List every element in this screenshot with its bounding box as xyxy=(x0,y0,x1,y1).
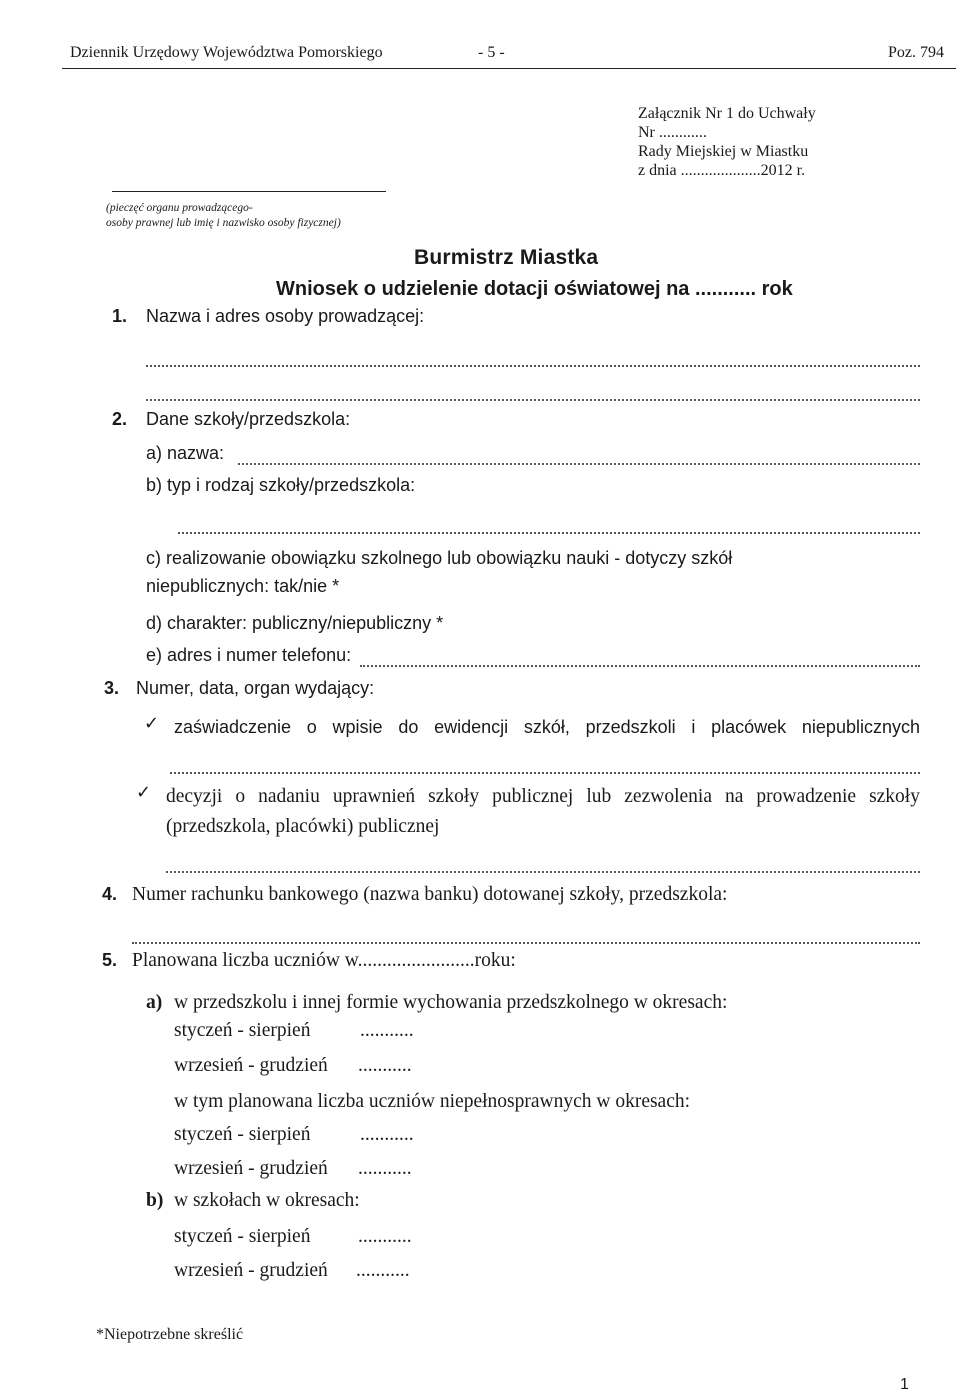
decision-item-line xyxy=(166,786,920,808)
item1-word: wpisie xyxy=(332,717,383,737)
checkmark-icon: ✓ xyxy=(144,713,160,734)
item2-word: nadaniu xyxy=(258,786,320,807)
annex-line-1: Załącznik Nr 1 do Uchwały xyxy=(638,105,816,122)
stamp-caption xyxy=(106,201,341,231)
section-3-number: 3. xyxy=(104,678,120,698)
school-sep-dec-blank[interactable]: ........... xyxy=(356,1260,410,1281)
field-b-type-label: b) typ i rodzaj szkoły/przedszkola: xyxy=(146,475,416,495)
field-c-label-line-1: c) realizowanie obowiązku szkolnego lub obowiązku nauki - dotyczy szkół xyxy=(146,548,733,568)
school-sep-dec-label: wrzesień - grudzień xyxy=(174,1260,328,1281)
item1-word: niepublicznych xyxy=(801,717,920,737)
item1-word: placówek xyxy=(711,717,787,737)
footnote: *Niepotrzebne skreślić xyxy=(96,1326,244,1343)
field-d-label: d) charakter: publiczny/niepubliczny * xyxy=(146,613,444,633)
subsection-b-label: w szkołach w okresach: xyxy=(174,1190,360,1211)
field-a-name-blank[interactable] xyxy=(238,463,920,465)
item1-word: do xyxy=(398,717,419,737)
section-4-label: Numer rachunku bankowego (nazwa banku) dotowanej szkoły, przedszkola: xyxy=(132,884,728,905)
item2-word: prowadzenie xyxy=(756,786,857,807)
section-1-label: Nazwa i adres osoby prowadzącej: xyxy=(146,306,425,326)
item1-word: zaświadczenie xyxy=(174,717,292,737)
item2-word: lub xyxy=(586,786,612,807)
school-jan-aug-blank[interactable]: ........... xyxy=(358,1226,412,1247)
checkmark-icon: ✓ xyxy=(136,782,152,803)
item1-word: szkół, xyxy=(523,717,570,737)
section-1-blank-line-1[interactable] xyxy=(146,365,920,367)
school-jan-aug-label: styczeń - sierpień xyxy=(174,1226,311,1247)
certificate-item-line xyxy=(174,717,920,738)
annex-line-3: Rady Miejskiej w Miastku xyxy=(638,143,809,160)
annex-block xyxy=(638,104,816,180)
item1-word: o xyxy=(306,717,317,737)
stamp-rule xyxy=(112,191,386,192)
period-jan-aug-blank[interactable]: ........... xyxy=(360,1020,414,1041)
period-jan-aug-label: styczeń - sierpień xyxy=(174,1020,311,1041)
disabled-pupils-label: w tym planowana liczba uczniów niepełnosprawnych w okresach: xyxy=(174,1091,691,1112)
field-b-type-blank[interactable] xyxy=(178,532,920,534)
period-sep-dec-blank[interactable]: ........... xyxy=(358,1055,412,1076)
item2-word: szkoły xyxy=(869,786,920,807)
item1-word: i xyxy=(691,717,696,737)
section-2-label: Dane szkoły/przedszkola: xyxy=(146,409,351,429)
item2-word: uprawnień xyxy=(332,786,416,807)
page-number: 1 xyxy=(900,1376,909,1393)
stamp-caption-line-2: osoby prawnej lub imię i nazwisko osoby fizycznej) xyxy=(106,217,341,229)
disabled-jan-aug-label: styczeń - sierpień xyxy=(174,1124,311,1145)
subsection-a-label: w przedszkolu i innej formie wychowania przedszkolnego w okresach: xyxy=(174,992,728,1013)
disabled-jan-aug-blank[interactable]: ........... xyxy=(360,1124,414,1145)
disabled-sep-dec-label: wrzesień - grudzień xyxy=(174,1158,328,1179)
section-3-label: Numer, data, organ wydający: xyxy=(136,678,375,698)
annex-line-4: z dnia ....................2012 r. xyxy=(638,162,806,179)
section-4-number: 4. xyxy=(102,884,118,904)
form-title: Wniosek o udzielenie dotacji oświatowej na ........... rok xyxy=(276,278,793,300)
section-2-number: 2. xyxy=(112,409,128,429)
section-5-number: 5. xyxy=(102,950,118,970)
disabled-sep-dec-blank[interactable]: ........... xyxy=(358,1158,412,1179)
page-marker: - 5 - xyxy=(478,44,505,61)
stamp-caption-line-1: (pieczęć organu prowadzącego- xyxy=(106,202,253,214)
decision-blank[interactable] xyxy=(166,871,920,873)
section-1-blank-line-2[interactable] xyxy=(146,399,920,401)
item2-word: na xyxy=(725,786,744,807)
item2-word: publicznej xyxy=(492,786,574,807)
annex-line-2: Nr ............ xyxy=(638,124,707,141)
field-c-label-line-2: niepublicznych: tak/nie * xyxy=(146,576,340,596)
item1-word: przedszkoli xyxy=(585,717,676,737)
position-number: Poz. 794 xyxy=(888,44,944,61)
subsection-b-marker: b) xyxy=(146,1190,164,1211)
field-a-name-label: a) nazwa: xyxy=(146,443,225,463)
addressee: Burmistrz Miastka xyxy=(414,246,599,269)
item1-word: ewidencji xyxy=(434,717,509,737)
certificate-blank[interactable] xyxy=(170,772,920,774)
item2-word: zezwolenia xyxy=(624,786,712,807)
item2-word: decyzji xyxy=(166,786,223,807)
field-e-blank[interactable] xyxy=(360,665,920,667)
item2-word: szkoły xyxy=(428,786,480,807)
section-5-label: Planowana liczba uczniów w........................roku: xyxy=(132,950,516,971)
journal-title: Dziennik Urzędowy Województwa Pomorskiego xyxy=(70,44,383,61)
subsection-a-marker: a) xyxy=(146,992,163,1013)
field-e-label: e) adres i numer telefonu: xyxy=(146,645,352,665)
decision-item-line-2: (przedszkola, placówki) publicznej xyxy=(166,816,440,837)
bank-account-blank[interactable] xyxy=(132,942,920,944)
period-sep-dec-label: wrzesień - grudzień xyxy=(174,1055,328,1076)
item2-word: o xyxy=(235,786,246,807)
section-1-number: 1. xyxy=(112,306,128,326)
header-rule xyxy=(62,68,956,69)
